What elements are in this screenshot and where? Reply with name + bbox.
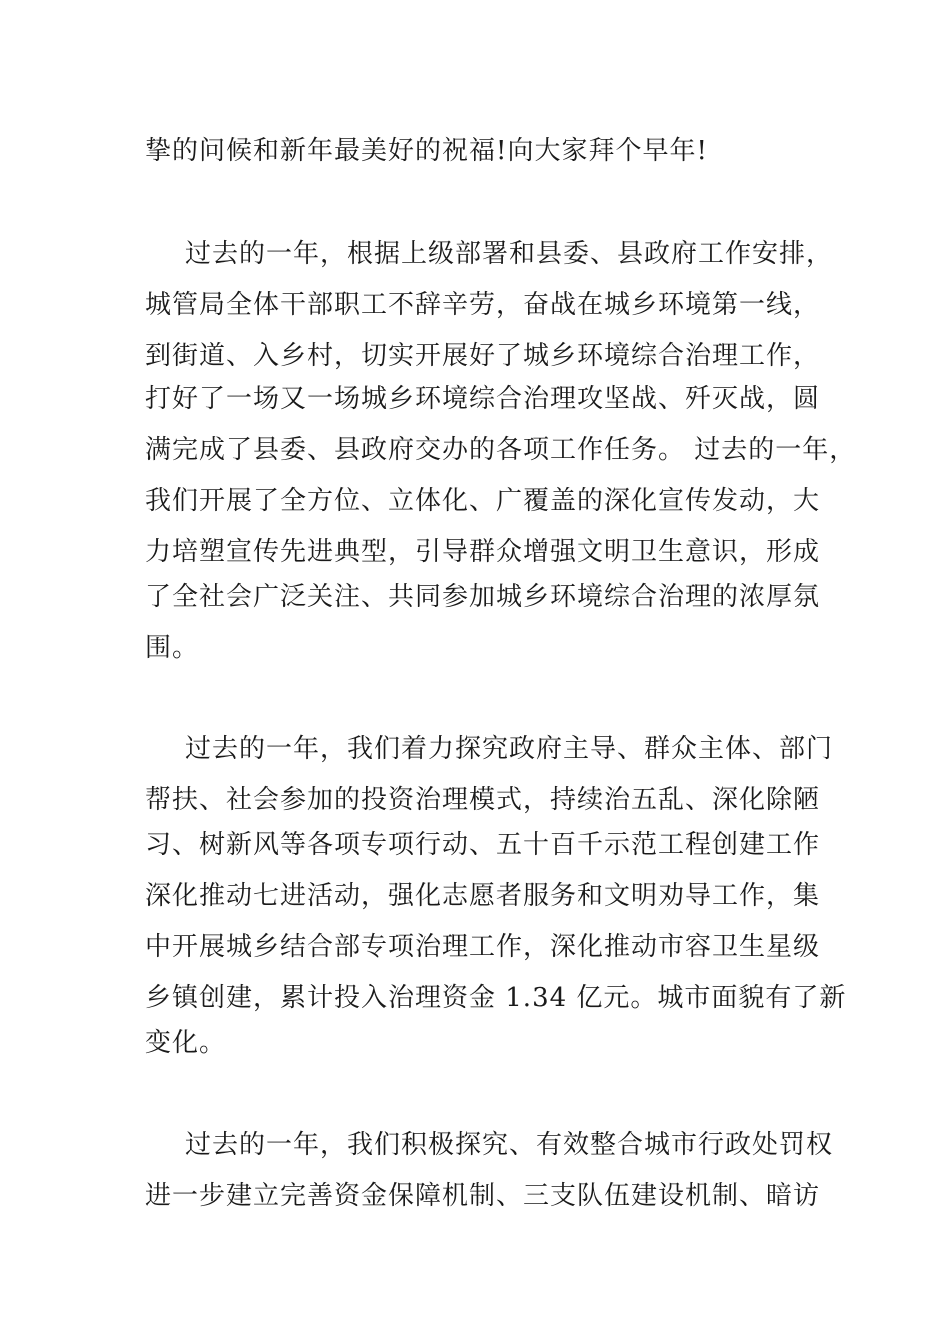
- paragraph-line: 乡镇创建，累计投入治理资金 1.34 亿元。城市面貌有了新: [145, 983, 847, 1013]
- paragraph-line: 变化。: [145, 1028, 227, 1058]
- paragraph-line: 打好了一场又一场城乡环境综合治理攻坚战、歼灭战，圆: [145, 384, 821, 414]
- paragraph-line: 城管局全体干部职工不辞辛劳，奋战在城乡环境第一线，: [145, 290, 821, 320]
- paragraph-line: 帮扶、社会参加的投资治理模式，持续治五乱、深化除陋: [145, 785, 821, 815]
- paragraph-line: 满完成了县委、县政府交办的各项工作任务。 过去的一年，: [145, 435, 857, 465]
- paragraph-line: 过去的一年，我们着力探究政府主导、群众主体、部门: [185, 734, 834, 764]
- paragraph-line: 我们开展了全方位、立体化、广覆盖的深化宣传发动，大: [145, 486, 821, 516]
- paragraph-line: 深化推动七进活动，强化志愿者服务和文明劝导工作，集: [145, 881, 821, 911]
- paragraph-line: 围。: [145, 633, 200, 663]
- paragraph-line: 过去的一年，我们积极探究、有效整合城市行政处罚权: [185, 1130, 834, 1160]
- paragraph-line: 力培塑宣传先进典型，引导群众增强文明卫生意识，形成: [145, 537, 821, 567]
- paragraph-line: 过去的一年，根据上级部署和县委、县政府工作安排，: [185, 239, 834, 269]
- paragraph-line: 习、树新风等各项专项行动、五十百千示范工程创建工作: [145, 830, 821, 860]
- opening-line: 挚的问候和新年最美好的祝福!向大家拜个早年!: [145, 136, 708, 166]
- paragraph-line: 到街道、入乡村，切实开展好了城乡环境综合治理工作，: [145, 341, 821, 371]
- paragraph-line: 中开展城乡结合部专项治理工作，深化推动市容卫生星级: [145, 932, 821, 962]
- paragraph-line: 进一步建立完善资金保障机制、三支队伍建设机制、暗访: [145, 1181, 821, 1211]
- paragraph-line: 了全社会广泛关注、共同参加城乡环境综合治理的浓厚氛: [145, 582, 821, 612]
